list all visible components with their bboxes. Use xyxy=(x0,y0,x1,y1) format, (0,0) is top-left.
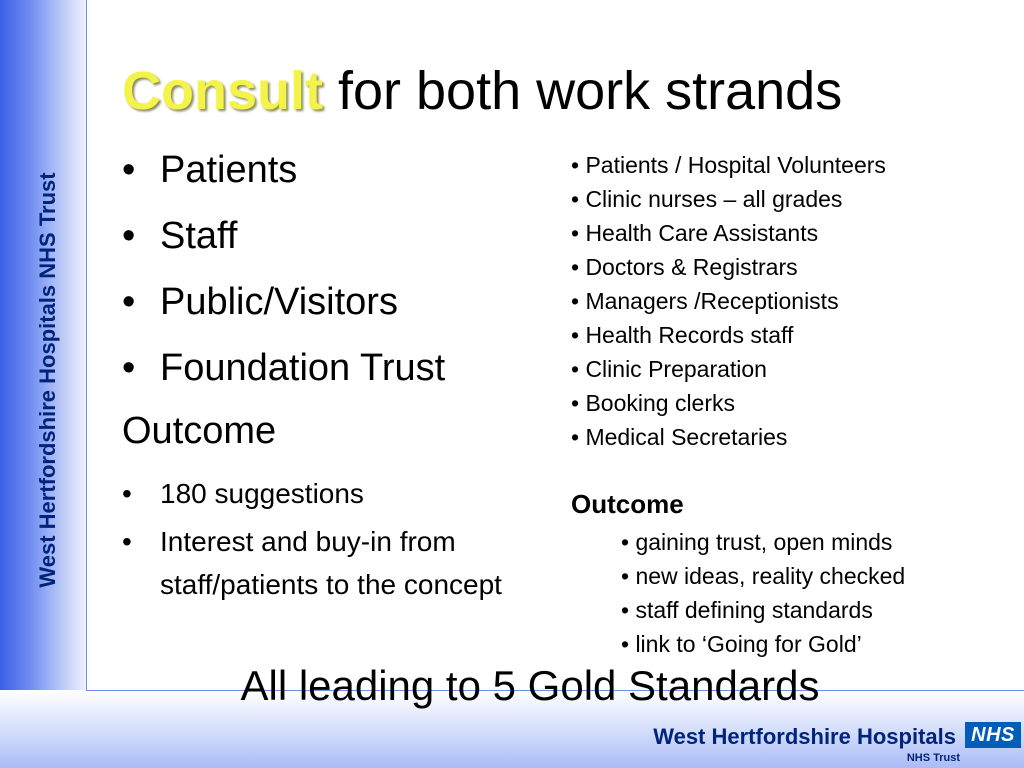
list-item: • gaining trust, open minds xyxy=(621,529,893,555)
list-item: • link to ‘Going for Gold’ xyxy=(621,631,862,657)
list-item: • staff defining standards xyxy=(621,597,873,623)
list-item: • Clinic Preparation xyxy=(571,356,767,382)
side-banner-text: West Hertfordshire Hospitals NHS Trust xyxy=(35,172,60,588)
list-item: • Health Care Assistants xyxy=(571,220,819,246)
title-highlight: Consult xyxy=(122,61,323,121)
list-item: • Health Records staff xyxy=(571,322,794,348)
staff-groups-list xyxy=(571,148,886,454)
list-item xyxy=(122,147,445,213)
outcome-left-list xyxy=(122,470,456,566)
tagline: All leading to 5 Gold Standards xyxy=(240,662,820,709)
list-item-label: Interest and buy-in from xyxy=(160,526,456,557)
list-item xyxy=(122,279,445,345)
list-item: • Medical Secretaries xyxy=(571,424,788,450)
list-item xyxy=(122,470,456,518)
nhs-logo: NHS xyxy=(965,722,1021,748)
outcome-right-heading: Outcome xyxy=(571,489,684,519)
list-item: • Booking clerks xyxy=(571,390,736,416)
bullet-icon: • xyxy=(122,347,136,389)
footer-org-name: West Hertfordshire Hospitals xyxy=(653,724,956,749)
list-item: • Doctors & Registrars xyxy=(571,254,798,280)
bullet-icon: • xyxy=(122,526,132,557)
bullet-icon: • xyxy=(122,478,132,509)
bullet-icon: • xyxy=(122,215,136,257)
bullet-icon: • xyxy=(122,281,136,323)
outcome-left-heading: Outcome xyxy=(122,410,277,452)
list-item-label: Staff xyxy=(160,215,238,257)
title-rest: for both work strands xyxy=(322,61,843,121)
outcome-left-continuation: staff/patients to the concept xyxy=(160,569,502,600)
list-item xyxy=(122,213,445,279)
list-item: • Managers /Receptionists xyxy=(571,288,839,314)
list-item-label: Patients xyxy=(160,149,298,191)
footer-trust-label: NHS Trust xyxy=(906,752,960,764)
list-item-label: Public/Visitors xyxy=(160,281,398,323)
bullet-icon: • xyxy=(122,149,136,191)
list-item: • new ideas, reality checked xyxy=(621,563,906,589)
list-item: • Patients / Hospital Volunteers xyxy=(571,152,886,178)
outcome-right-list xyxy=(621,525,905,661)
list-item-label: Foundation Trust xyxy=(160,347,446,389)
list-item-label: 180 suggestions xyxy=(160,478,364,509)
list-item xyxy=(122,345,445,411)
consultation-groups-list xyxy=(122,147,445,411)
list-item xyxy=(122,518,456,566)
slide-title xyxy=(122,60,842,122)
list-item: • Clinic nurses – all grades xyxy=(571,186,843,212)
frame-divider-vertical xyxy=(86,0,87,691)
